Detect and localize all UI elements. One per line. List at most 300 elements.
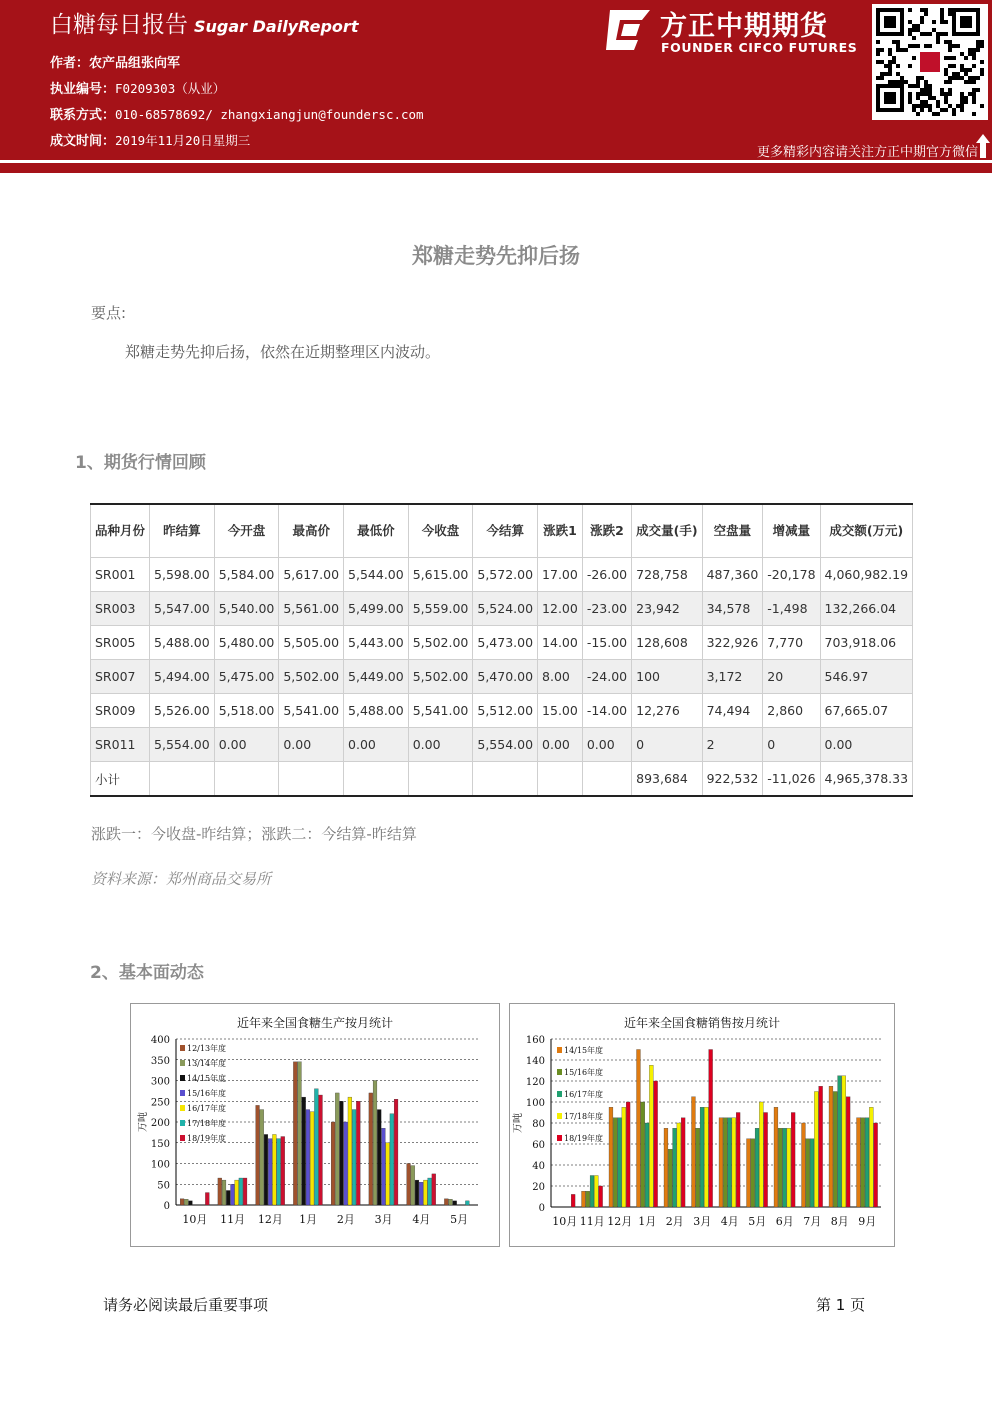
y-axis-label: 万吨 <box>513 1113 524 1133</box>
table-cell: 74,494 <box>702 694 763 728</box>
author-line <box>50 52 180 71</box>
bar <box>736 1113 740 1208</box>
bar <box>618 1118 622 1207</box>
table-cell: 5,449.00 <box>344 660 409 694</box>
document-title: 郑糖走势先抑后扬 <box>412 244 580 268</box>
bar <box>673 1128 677 1207</box>
bar <box>293 1062 297 1205</box>
contact-value[interactable]: 010-68578692/ zhangxiangjun@foundersc.com <box>115 107 424 122</box>
table-cell: 0.00 <box>538 728 583 762</box>
table-cell: SR007 <box>91 660 150 694</box>
y-tick-label: 200 <box>150 1118 170 1129</box>
y-tick-label: 150 <box>150 1138 170 1150</box>
table-cell: 487,360 <box>702 558 763 592</box>
date-line <box>50 130 250 149</box>
bar <box>874 1123 878 1207</box>
y-tick-label: 50 <box>157 1180 170 1192</box>
table-cell: 0.00 <box>582 728 631 762</box>
table-cell: 5,540.00 <box>214 592 279 626</box>
bar <box>377 1110 381 1205</box>
table-cell: 703,918.06 <box>820 626 913 660</box>
bar <box>180 1199 184 1205</box>
table-cell: 5,554.00 <box>473 728 538 762</box>
x-tick-label: 10月 <box>552 1215 578 1228</box>
bar <box>704 1107 708 1207</box>
y-axis-label: 万吨 <box>138 1112 149 1132</box>
legend-swatch <box>557 1069 562 1075</box>
table-cell: 5,502.00 <box>279 660 344 694</box>
legend-swatch <box>557 1135 562 1141</box>
section-1-heading: 1、期货行情回顾 <box>75 453 206 473</box>
column-header: 今开盘 <box>214 504 279 558</box>
bar <box>344 1122 348 1205</box>
table-cell: 34,578 <box>702 592 763 626</box>
bar <box>783 1128 787 1207</box>
table-cell: 5,473.00 <box>473 626 538 660</box>
date-label: 成文时间： <box>50 134 116 149</box>
table-cell: 5,505.00 <box>279 626 344 660</box>
table-cell: 5,470.00 <box>473 660 538 694</box>
bar <box>696 1128 700 1207</box>
table-cell <box>582 762 631 797</box>
table-cell: 5,518.00 <box>214 694 279 728</box>
table-cell: 20 <box>763 660 820 694</box>
bar <box>281 1137 285 1205</box>
author-value: 农产品组张向军 <box>89 56 181 71</box>
bar <box>222 1180 226 1205</box>
x-tick-label: 7月 <box>803 1215 822 1228</box>
column-header: 空盘量 <box>702 504 763 558</box>
table-cell: 0.00 <box>279 728 344 762</box>
bar <box>755 1128 759 1207</box>
table-cell: 5,561.00 <box>279 592 344 626</box>
bar <box>423 1180 427 1205</box>
bar <box>256 1105 260 1205</box>
table-cell: 5,524.00 <box>473 592 538 626</box>
column-header: 今结算 <box>473 504 538 558</box>
table-cell: 15.00 <box>538 694 583 728</box>
chart-title: 近年来全国食糖生产按月统计 <box>236 1016 394 1030</box>
legend-label: 14/15年度 <box>564 1046 604 1055</box>
y-tick-label: 350 <box>150 1055 170 1067</box>
section-2-heading: 2、基本面动态 <box>90 963 204 983</box>
table-cell: 922,532 <box>702 762 763 797</box>
table-cell: 23,942 <box>632 592 702 626</box>
table-cell: SR001 <box>91 558 150 592</box>
legend-swatch <box>180 1120 185 1126</box>
column-header: 增减量 <box>763 504 820 558</box>
bar <box>751 1139 755 1207</box>
table-cell: 100 <box>632 660 702 694</box>
y-tick-label: 160 <box>525 1035 545 1046</box>
bar <box>394 1099 398 1205</box>
key-points-text: 郑糖走势先抑后扬，依然在近期整理区内波动。 <box>125 343 441 361</box>
bar <box>331 1122 335 1205</box>
table-cell: 5,559.00 <box>408 592 473 626</box>
legend-label: 18/19年度 <box>187 1134 227 1143</box>
bar <box>386 1143 390 1205</box>
table-cell <box>344 762 409 797</box>
table-cell: SR009 <box>91 694 150 728</box>
x-tick-label: 5月 <box>450 1213 469 1226</box>
contact-label: 联系方式： <box>50 108 116 123</box>
bar <box>419 1182 423 1205</box>
column-header: 昨结算 <box>150 504 215 558</box>
x-tick-label: 8月 <box>830 1215 849 1228</box>
x-tick-label: 3月 <box>374 1213 393 1226</box>
table-cell: 2,860 <box>763 694 820 728</box>
bar <box>356 1101 360 1205</box>
table-cell: -23.00 <box>582 592 631 626</box>
bar <box>369 1093 373 1205</box>
table-cell: -26.00 <box>582 558 631 592</box>
bar <box>641 1102 645 1207</box>
table-cell: 5,541.00 <box>408 694 473 728</box>
table-cell: 0.00 <box>408 728 473 762</box>
bar <box>268 1139 272 1205</box>
bar <box>833 1092 837 1208</box>
license-line <box>50 78 225 97</box>
table-cell: -11,026 <box>763 762 820 797</box>
bar <box>599 1186 603 1207</box>
bar <box>787 1128 791 1207</box>
company-logo-en: FOUNDER CIFCO FUTURES <box>661 40 858 55</box>
table-cell: 5,480.00 <box>214 626 279 660</box>
bar <box>806 1139 810 1207</box>
bar <box>865 1118 869 1207</box>
table-cell: 67,665.07 <box>820 694 913 728</box>
sugar-production-chart <box>130 1003 500 1247</box>
table-cell: 132,266.04 <box>820 592 913 626</box>
header-divider <box>0 163 992 173</box>
bar <box>272 1134 276 1205</box>
bar <box>838 1076 842 1207</box>
table-cell: 5,541.00 <box>279 694 344 728</box>
company-logo-icon <box>604 8 652 52</box>
table-cell: 5,526.00 <box>150 694 215 728</box>
bar <box>649 1065 653 1207</box>
table-cell: 8.00 <box>538 660 583 694</box>
legend-label: 16/17年度 <box>187 1104 227 1113</box>
bar <box>432 1174 436 1205</box>
legend-label: 14/15年度 <box>187 1074 227 1083</box>
bar <box>778 1128 782 1207</box>
x-tick-label: 4月 <box>720 1215 739 1228</box>
legend-label: 18/19年度 <box>564 1134 604 1143</box>
y-tick-label: 80 <box>532 1119 545 1130</box>
wechat-qr-code[interactable] <box>872 4 988 120</box>
bar <box>861 1118 865 1207</box>
table-cell: -14.00 <box>582 694 631 728</box>
table-cell: 小计 <box>91 762 150 797</box>
y-tick-label: 0 <box>163 1201 170 1212</box>
bar <box>373 1081 377 1206</box>
column-header: 今收盘 <box>408 504 473 558</box>
bar <box>314 1089 318 1205</box>
legend-swatch <box>180 1045 185 1051</box>
legend-label: 15/16年度 <box>187 1089 227 1098</box>
bar <box>205 1193 209 1205</box>
table-cell: 0.00 <box>820 728 913 762</box>
table-cell: 0.00 <box>344 728 409 762</box>
follow-wechat-text: 更多精彩内容请关注方正中期官方微信 <box>756 145 978 160</box>
y-tick-label: 100 <box>525 1098 545 1109</box>
table-cell: 5,598.00 <box>150 558 215 592</box>
table-cell: 12,276 <box>632 694 702 728</box>
table-row <box>91 728 913 762</box>
author-label: 作者： <box>50 56 90 71</box>
bar <box>664 1128 668 1207</box>
legend-label: 17/18年度 <box>187 1119 227 1128</box>
column-header: 最高价 <box>279 504 344 558</box>
table-cell: -15.00 <box>582 626 631 660</box>
legend-swatch <box>180 1135 185 1141</box>
table-cell: 5,443.00 <box>344 626 409 660</box>
table-row <box>91 626 913 660</box>
column-header: 成交额(万元) <box>820 504 913 558</box>
chart-title: 近年来全国食糖销售按月统计 <box>623 1016 781 1030</box>
license-value: F0209303（从业） <box>115 81 226 96</box>
table-cell: 546.97 <box>820 660 913 694</box>
bar <box>709 1050 713 1208</box>
bar <box>415 1180 419 1205</box>
table-cell: 5,547.00 <box>150 592 215 626</box>
bar <box>390 1114 394 1205</box>
bar <box>302 1097 306 1205</box>
bar <box>819 1086 823 1207</box>
table-cell: 5,512.00 <box>473 694 538 728</box>
y-tick-label: 140 <box>525 1056 545 1067</box>
bar <box>764 1113 768 1208</box>
table-row <box>91 762 913 797</box>
legend-swatch <box>557 1113 562 1119</box>
table-cell: 5,584.00 <box>214 558 279 592</box>
table-cell <box>473 762 538 797</box>
bar <box>594 1176 598 1208</box>
license-label: 执业编号： <box>50 82 116 97</box>
bar <box>700 1107 704 1207</box>
table-row <box>91 592 913 626</box>
table-cell: 0.00 <box>214 728 279 762</box>
column-header: 品种月份 <box>91 504 150 558</box>
bar <box>668 1149 672 1207</box>
table-cell: 893,684 <box>632 762 702 797</box>
legend-label: 16/17年度 <box>564 1090 604 1099</box>
table-cell: 728,758 <box>632 558 702 592</box>
table-cell: 5,502.00 <box>408 660 473 694</box>
bar <box>264 1134 268 1205</box>
company-logo-cn: 方正中期期货 <box>660 11 828 42</box>
table-cell: 5,572.00 <box>473 558 538 592</box>
bar <box>622 1107 626 1207</box>
bar <box>306 1110 310 1205</box>
page-number: 第 1 页 <box>816 1296 866 1314</box>
bar <box>645 1123 649 1207</box>
table-cell: 2 <box>702 728 763 762</box>
bar <box>382 1128 386 1205</box>
arrow-up-icon <box>976 134 990 158</box>
bar <box>774 1107 778 1207</box>
table-cell: 17.00 <box>538 558 583 592</box>
bar <box>723 1118 727 1207</box>
table-row <box>91 660 913 694</box>
table-cell: 12.00 <box>538 592 583 626</box>
legend-swatch <box>180 1060 185 1066</box>
bar <box>582 1191 586 1207</box>
column-header: 涨跌1 <box>538 504 583 558</box>
table-cell: 5,554.00 <box>150 728 215 762</box>
table-row <box>91 694 913 728</box>
legend-swatch <box>557 1047 562 1053</box>
table-cell <box>214 762 279 797</box>
sugar-sales-chart <box>509 1003 895 1247</box>
legend-label: 12/13年度 <box>187 1044 227 1053</box>
bar <box>444 1199 448 1205</box>
bar <box>692 1097 696 1207</box>
bar <box>637 1050 641 1208</box>
y-tick-label: 20 <box>532 1182 545 1193</box>
bar <box>411 1166 415 1205</box>
bar <box>681 1118 685 1207</box>
table-cell: -1,498 <box>763 592 820 626</box>
x-tick-label: 11月 <box>220 1213 246 1226</box>
bar <box>869 1107 873 1207</box>
data-source-note: 资料来源：郑州商品交易所 <box>91 870 272 888</box>
bar <box>226 1190 230 1205</box>
table-cell: 5,488.00 <box>344 694 409 728</box>
y-tick-label: 120 <box>525 1077 545 1088</box>
bar <box>759 1102 763 1207</box>
x-tick-label: 2月 <box>336 1213 355 1226</box>
report-title <box>50 6 358 39</box>
column-header: 最低价 <box>344 504 409 558</box>
table-cell: 7,770 <box>763 626 820 660</box>
bar <box>310 1112 314 1205</box>
table-cell: 5,475.00 <box>214 660 279 694</box>
contact-line <box>50 104 424 123</box>
key-points-label: 要点: <box>91 304 127 322</box>
bar <box>428 1178 432 1205</box>
bar <box>814 1092 818 1208</box>
bar <box>609 1107 613 1207</box>
bar <box>260 1110 264 1205</box>
bar <box>719 1118 723 1207</box>
table-header-row <box>91 504 913 558</box>
table-cell: 14.00 <box>538 626 583 660</box>
x-tick-label: 11月 <box>579 1215 605 1228</box>
table-cell: 4,060,982.19 <box>820 558 913 592</box>
bar <box>732 1118 736 1207</box>
table-row <box>91 558 913 592</box>
table-cell: 3,172 <box>702 660 763 694</box>
y-tick-label: 300 <box>150 1076 170 1088</box>
date-value: 2019年11月20日星期三 <box>115 133 251 148</box>
bar <box>465 1201 469 1205</box>
legend-swatch <box>557 1091 562 1097</box>
table-cell: SR003 <box>91 592 150 626</box>
x-tick-label: 12月 <box>607 1215 633 1228</box>
bar <box>857 1118 861 1207</box>
bar <box>243 1178 247 1205</box>
bar <box>348 1097 352 1205</box>
x-tick-label: 4月 <box>412 1213 431 1226</box>
bar <box>586 1191 590 1207</box>
table-cell: SR011 <box>91 728 150 762</box>
bar <box>319 1095 323 1205</box>
bar <box>449 1199 453 1205</box>
table-cell: 5,615.00 <box>408 558 473 592</box>
bar <box>654 1081 658 1207</box>
legend-label: 13/14年度 <box>187 1059 227 1068</box>
bar <box>829 1086 833 1207</box>
bar <box>231 1184 235 1205</box>
bar <box>352 1110 356 1205</box>
bar <box>239 1178 243 1205</box>
x-tick-label: 2月 <box>665 1215 684 1228</box>
bar <box>842 1076 846 1207</box>
x-tick-label: 5月 <box>748 1215 767 1228</box>
x-tick-label: 3月 <box>693 1215 712 1228</box>
bar <box>184 1199 188 1205</box>
table-cell: -20,178 <box>763 558 820 592</box>
x-tick-label: 10月 <box>182 1213 208 1226</box>
legend-swatch <box>180 1090 185 1096</box>
table-cell: 322,926 <box>702 626 763 660</box>
x-tick-label: 1月 <box>299 1213 318 1226</box>
table-cell: 5,617.00 <box>279 558 344 592</box>
x-tick-label: 12月 <box>257 1213 283 1226</box>
table-cell: SR005 <box>91 626 150 660</box>
bar <box>626 1102 630 1207</box>
y-tick-label: 100 <box>150 1159 170 1171</box>
x-tick-label: 1月 <box>638 1215 657 1228</box>
column-header: 涨跌2 <box>582 504 631 558</box>
table-cell <box>279 762 344 797</box>
table-cell: 5,488.00 <box>150 626 215 660</box>
bar <box>235 1180 239 1205</box>
table-cell: 5,499.00 <box>344 592 409 626</box>
bar <box>335 1093 339 1205</box>
x-tick-label: 6月 <box>775 1215 794 1228</box>
y-tick-label: 250 <box>150 1097 170 1109</box>
column-header: 成交量(手) <box>632 504 702 558</box>
bar <box>590 1176 594 1208</box>
report-title-cn: 白糖每日报告 <box>50 12 188 38</box>
table-cell: 0 <box>632 728 702 762</box>
table-cell: 4,965,378.33 <box>820 762 913 797</box>
table-cell <box>538 762 583 797</box>
bar <box>613 1118 617 1207</box>
y-tick-label: 0 <box>538 1203 545 1214</box>
report-title-en: Sugar DailyReport <box>194 17 359 36</box>
bar <box>407 1164 411 1206</box>
y-tick-label: 60 <box>532 1140 545 1151</box>
bar <box>747 1139 751 1207</box>
y-tick-label: 400 <box>150 1035 170 1046</box>
bar <box>846 1097 850 1207</box>
table-cell <box>150 762 215 797</box>
bar <box>189 1201 193 1205</box>
bar <box>810 1139 814 1207</box>
legend-swatch <box>180 1105 185 1111</box>
table-cell <box>408 762 473 797</box>
bar <box>277 1139 281 1205</box>
legend-label: 15/16年度 <box>564 1068 604 1077</box>
bar <box>802 1123 806 1207</box>
table-cell: 0 <box>763 728 820 762</box>
futures-quote-table <box>90 503 913 797</box>
bar <box>340 1101 344 1205</box>
